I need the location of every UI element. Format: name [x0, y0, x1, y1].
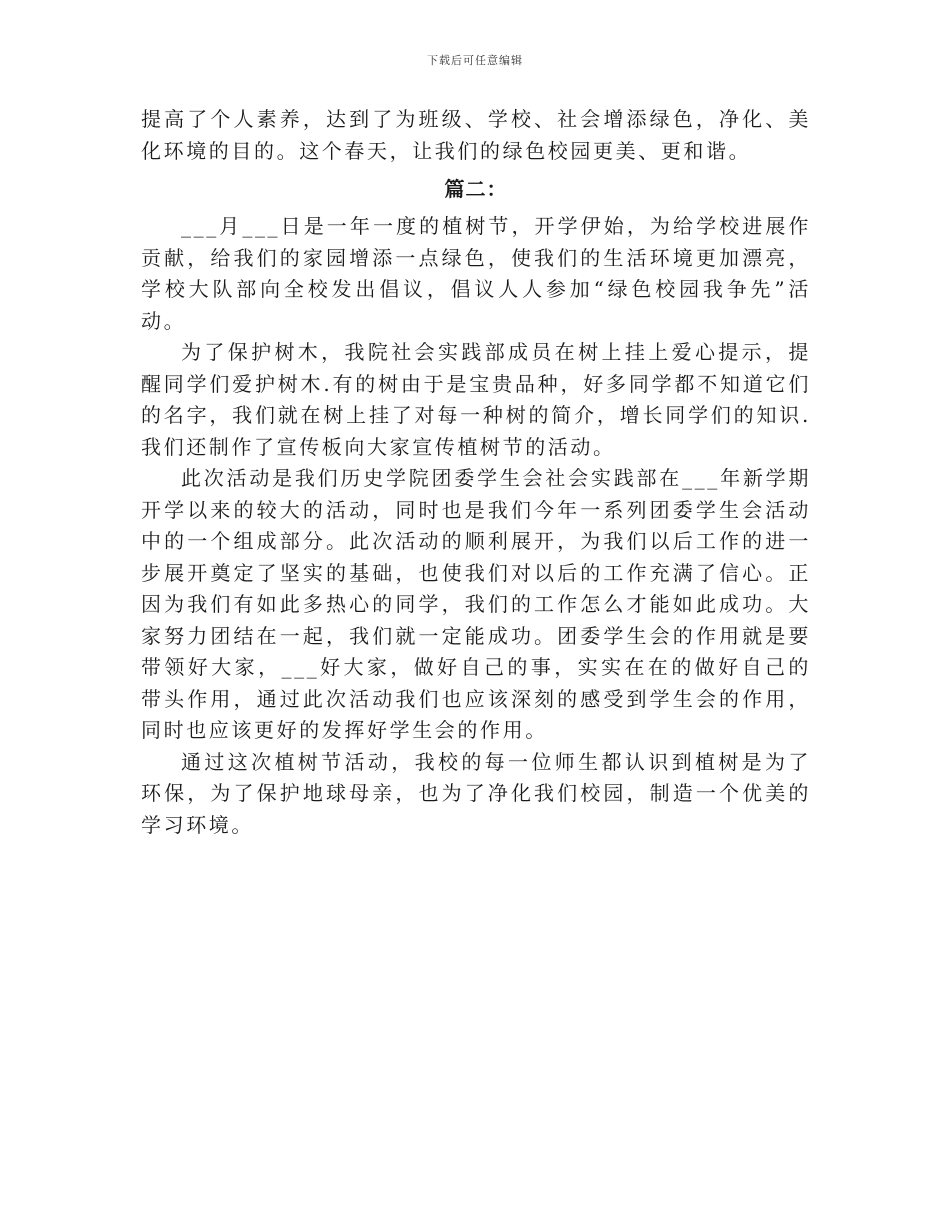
page-header-note: 下载后可任意编辑 [427, 54, 523, 67]
section-title: 篇二： [444, 177, 508, 201]
paragraph-1: ___月___日是一年一度的植树节，开学伊始，为给学校进展作贡献，给我们的家园增添一点绿色，使我们的生活环境更加漂亮，学校大队部向全校发出倡议，倡议人人参加“绿色校园我争先”活动。 [141, 214, 811, 333]
paragraph-3: 此次活动是我们历史学院团委学生会社会实践部在___年新学期开学以来的较大的活动，同时也是我们今年一系列团委学生会活动中的一个组成部分。此次活动的顺利展开，为我们以后工作的进一步展开奠定了坚实的基础，也使我们对以后的工作充满了信心。正因为我们有如此多热心的同学，我们的工作怎么才能如此成功。大家努力团结在一起，我们就一定能成功。团委学生会的作用就是要带领好大家，___好大家，做好自己的事，实实在在的做好自己的带头作用，通过此次活动我们也应该深刻的感受到学生会的作用，同时也应该更好的发挥好学生会的作用。 [141, 466, 811, 742]
document-body [141, 104, 811, 841]
paragraph-4: 通过这次植树节活动，我校的每一位师生都认识到植树是为了环保，为了保护地球母亲，也为了净化我们校园，制造一个优美的学习环境。 [141, 749, 811, 837]
intro-paragraph: 提高了个人素养，达到了为班级、学校、社会增添绿色，净化、美化环境的目的。这个春天，让我们的绿色校园更美、更和谐。 [141, 107, 811, 163]
paragraph-2: 为了保护树木，我院社会实践部成员在树上挂上爱心提示，提醒同学们爱护树木.有的树由于是宝贵品种，好多同学都不知道它们的名字，我们就在树上挂了对每一种树的简介，增长同学们的知识.我们还制作了宣传板向大家宣传植树节的活动。 [141, 340, 811, 459]
